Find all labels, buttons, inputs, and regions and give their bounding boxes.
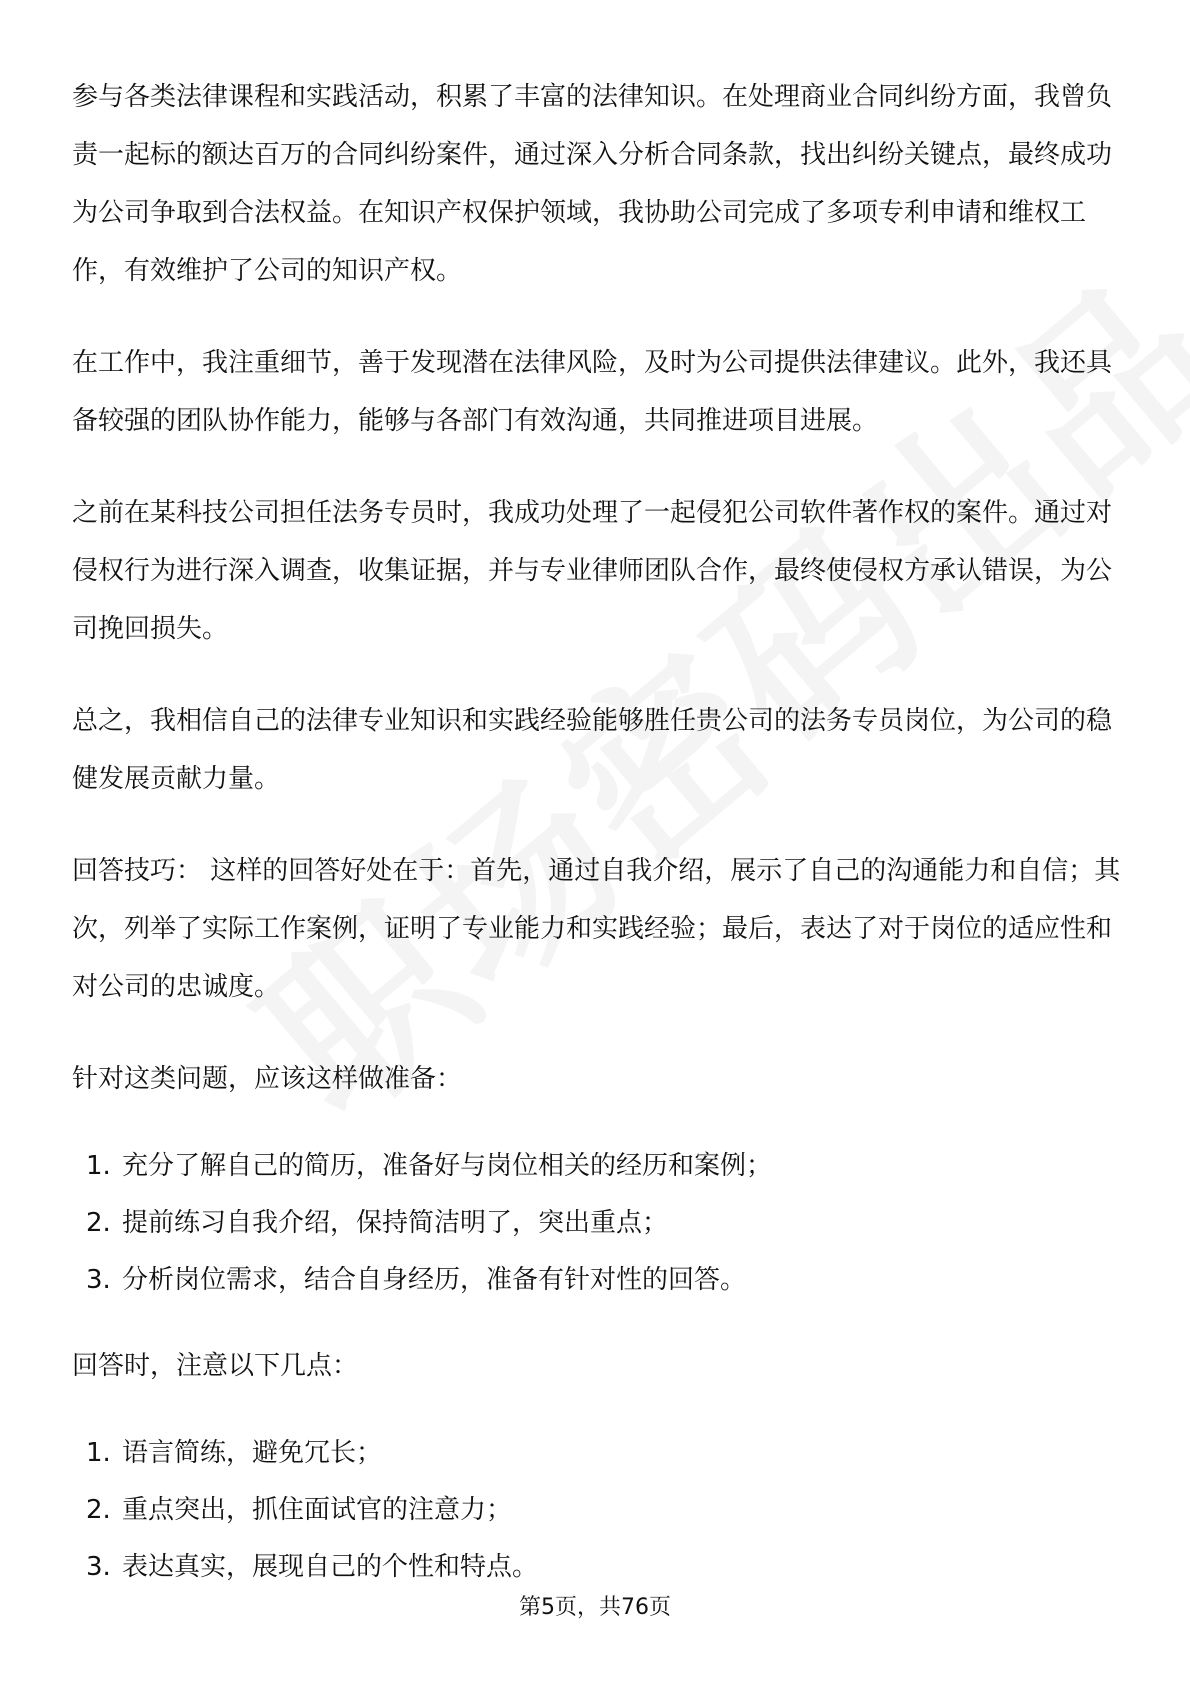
list-text: 提前练习自我介绍，保持简洁明了，突出重点； (122, 1208, 669, 1238)
tips-heading: 回答时，注意以下几点： (72, 1351, 359, 1381)
list-number: 2. (86, 1495, 111, 1525)
paragraph-case: 之前在某科技公司担任法务专员时，我成功处理了一起侵犯公司软件著作权的案件。通过对侵权行为进行深入调查，收集证据，并与专业律师团队合作，最终使侵权方承认错误，为公司挽回损失。 (72, 498, 1113, 644)
paragraph-work-style: 在工作中，我注重细节，善于发现潜在法律风险，及时为公司提供法律建议。此外，我还具备较强的团队协作能力，能够与各部门有效沟通，共同推进项目进展。 (72, 348, 1113, 436)
list-number: 2. (86, 1208, 111, 1238)
list-text: 语言简练，避免冗长； (122, 1438, 383, 1468)
list-number: 3. (86, 1552, 111, 1582)
tips-list (72, 1425, 1122, 1596)
document-body (72, 68, 1122, 1624)
paragraph-answer-tips: 回答技巧： 这样的回答好处在于：首先，通过自我介绍，展示了自己的沟通能力和自信；其次，列举了实际工作案例，证明了专业能力和实践经验；最后，表达了对于岗位的适应性和对公司的忠诚度。 (72, 856, 1121, 1002)
list-number: 1. (86, 1438, 111, 1468)
list-number: 3. (86, 1265, 111, 1295)
list-item (72, 1252, 1122, 1309)
list-text: 充分了解自己的简历，准备好与岗位相关的经历和案例； (122, 1151, 773, 1181)
list-item (72, 1425, 1122, 1482)
list-item (72, 1195, 1122, 1252)
page-number: 第5页，共76页 (519, 1595, 671, 1620)
list-text: 表达真实，展现自己的个性和特点。 (122, 1552, 539, 1582)
prep-list (72, 1138, 1122, 1309)
prep-heading: 针对这类问题，应该这样做准备： (72, 1064, 463, 1094)
list-text: 分析岗位需求，结合自身经历，准备有针对性的回答。 (122, 1265, 747, 1295)
list-item (72, 1482, 1122, 1539)
paragraph-experience: 参与各类法律课程和实践活动，积累了丰富的法律知识。在处理商业合同纠纷方面，我曾负责一起标的额达百万的合同纠纷案件，通过深入分析合同条款，找出纠纷关键点，最终成功为公司争取到合法权益。在知识产权保护领域，我协助公司完成了多项专利申请和维权工作，有效维护了公司的知识产权。 (72, 82, 1113, 286)
list-item (72, 1138, 1122, 1195)
list-item (72, 1539, 1122, 1596)
list-text: 重点突出，抓住面试官的注意力； (122, 1495, 513, 1525)
list-number: 1. (86, 1151, 111, 1181)
paragraph-summary: 总之，我相信自己的法律专业知识和实践经验能够胜任贵公司的法务专员岗位，为公司的稳健发展贡献力量。 (72, 706, 1113, 794)
